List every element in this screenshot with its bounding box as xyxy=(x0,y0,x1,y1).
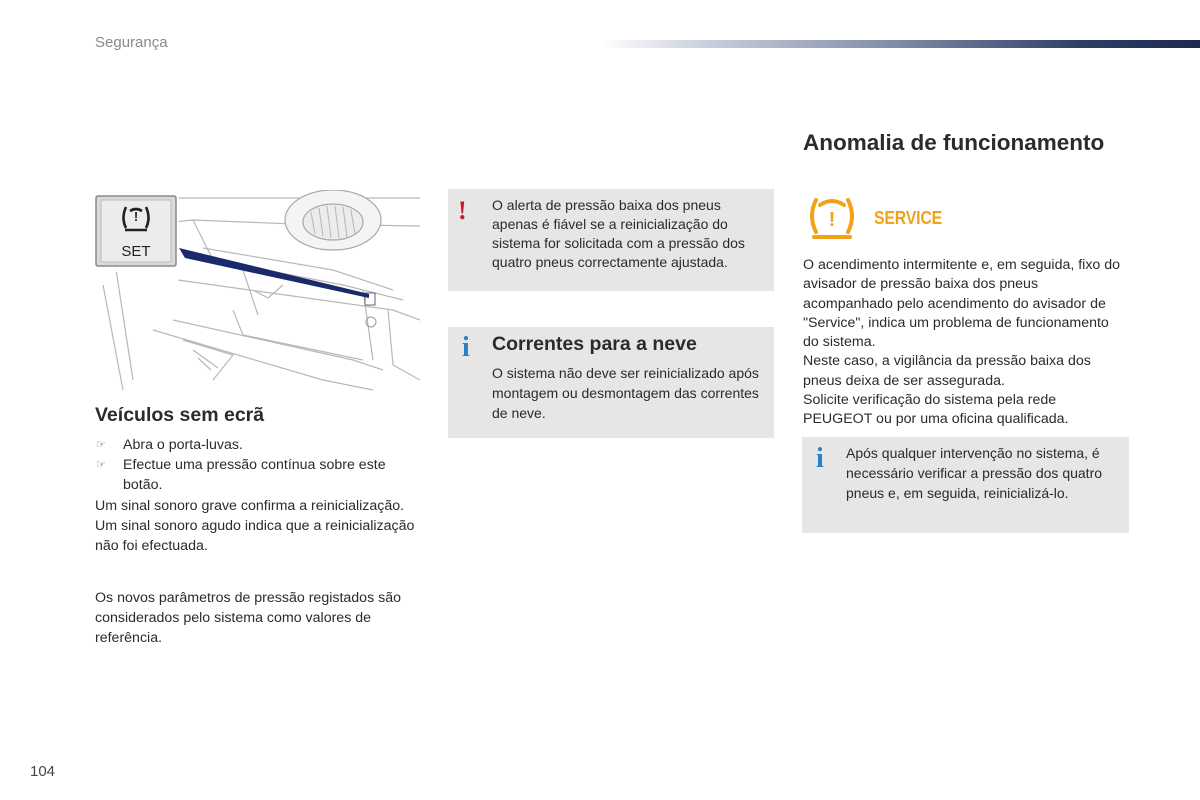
info-icon: i xyxy=(816,443,824,474)
set-button-label: SET xyxy=(121,243,151,260)
beep-explanation-text: Um sinal sonoro grave confirma a reinicialização. Um sinal sonoro agudo indica que a reinicialização não foi efectuada. xyxy=(95,498,415,554)
snow-chains-heading: Correntes para a neve xyxy=(492,333,697,355)
malfunction-heading: Anomalia de funcionamento xyxy=(803,130,1105,155)
glovebox-illustration xyxy=(93,190,420,395)
snow-chains-text: O sistema não deve ser reinicializado após montagem ou desmontagem das correntes de neve. xyxy=(492,365,759,421)
warning-exclamation-icon: ! xyxy=(458,196,467,225)
reference-values-text: Os novos parâmetros de pressão registados são considerados pelo sistema como valores de referência. xyxy=(95,590,401,646)
info-icon: i xyxy=(462,332,470,363)
vehicles-without-screen-heading: Veículos sem ecrã xyxy=(95,404,265,426)
list-item-text: Abra o porta-luvas. xyxy=(123,437,243,453)
service-warning-label: SERVICE xyxy=(874,208,943,228)
list-item xyxy=(95,435,415,455)
header-gradient-bar xyxy=(600,40,1200,48)
warning-text: O alerta de pressão baixa dos pneus apenas é fiável se a reinicialização do sistema for solicitada com a pressão dos quatro pneus correctamente ajustada. xyxy=(492,197,745,270)
malfunction-text: O acendimento intermitente e, em seguida, fixo do avisador de pressão baixa dos pneus acompanhado pelo acendimento do avisador de "Service", indica um problema de funcionamento do sistema. Neste caso, a vigilância da pressão baixa dos pneus deixa de ser assegurada. Solicite verificação do sistema pela rede PEUGEOT ou por uma oficina qualificada. xyxy=(803,257,1121,428)
page-number: 104 xyxy=(30,763,56,780)
tpms-warning-orange-icon xyxy=(806,196,858,242)
instruction-list xyxy=(95,435,415,495)
list-item-text: Efectue uma pressão contínua sobre este botão. xyxy=(123,457,386,493)
list-item xyxy=(95,455,415,495)
pointing-hand-icon: ☞ xyxy=(96,459,106,471)
svg-text:!: ! xyxy=(133,209,139,224)
svg-text:!: ! xyxy=(828,209,836,231)
intervention-text: Após qualquer intervenção no sistema, é necessário verificar a pressão dos quatro pneus e, em seguida, reinicializá-lo. xyxy=(846,445,1103,501)
section-title: Segurança xyxy=(95,34,168,51)
pointing-hand-icon: ☞ xyxy=(96,439,106,451)
